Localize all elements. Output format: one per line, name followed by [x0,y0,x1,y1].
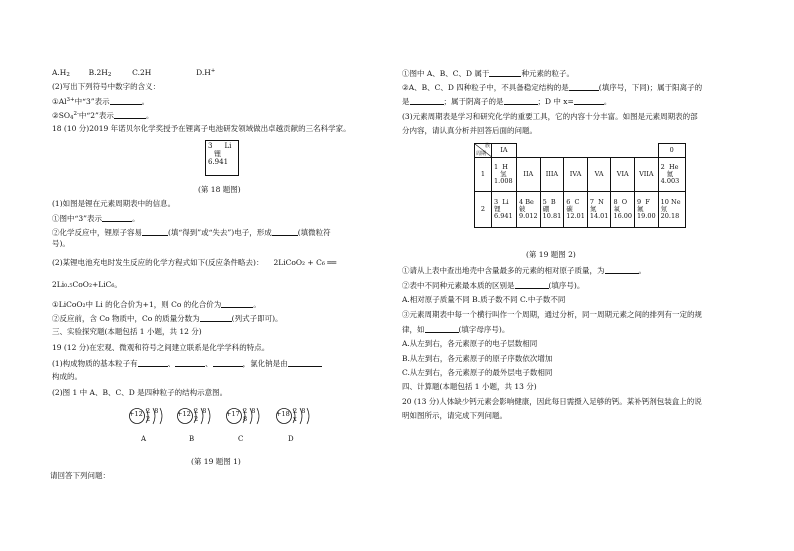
atom-diagram-c: +17 2 8 8 C [224,405,264,429]
q19-1-cont: 构成的。 [52,372,82,381]
answer-blank[interactable] [410,96,444,105]
element-h: 1 H 氢 1.008 [492,158,517,192]
fig19-1-caption: (第 19 题图 1) [191,457,241,466]
t5: 律，如 (填字母序号)。 [402,325,510,334]
options-line: A.H2 B.2H2 C.2H D.H+ [52,68,216,78]
q18-1-2: ②化学反应中，锂原子容易 (填“得到”或“失去”)电子，形成 (填微粒符 [52,228,331,237]
q18-1: (1)如图是锂在元素周期表中的信息。 [52,199,176,208]
q2-2: $②SO4^{2-}$中“2”表示 。 [52,111,154,121]
q18-1-2-cont: 号)。 [52,239,70,248]
q18-2-2: ②反应前，含 Co 物质中，Co 的质量分数为 (列式子即可)。 [52,314,283,323]
answer-blank[interactable] [272,227,298,236]
option-b: B.2H [88,68,108,77]
option-c: C.2H [132,68,152,77]
t6: A.从左到右，各元素原子的电子层数相同 [402,339,538,348]
atom-diagram-d: +18 2 8 x D [274,405,314,429]
answer-blank[interactable] [114,110,146,119]
r1: ①图中 A、B、C、D 属于 种元素的粒子。 [402,69,574,78]
q18-2-1: ①LiCoO₂中 Li 的化合价为+1，则 Co 的化合价为 。 [52,300,261,309]
equation-reactants: 2LiCoO₂ + C₆ ══ [273,258,337,267]
element-c: 6 C 碳 12.01 [564,192,588,228]
answer-blank[interactable] [504,96,538,105]
answer-blank[interactable] [213,358,243,367]
option-a: A.H [52,68,67,77]
answer-blank[interactable] [569,82,599,91]
answer-blank[interactable] [425,324,459,333]
answer-blank[interactable] [288,358,322,367]
t8: C.从左到右，各元素原子的最外层电子数相同 [402,368,553,377]
element-ne: 10 Ne 氖 20.18 [658,192,685,228]
q19-title: 19 (12 分)在宏观、微观和符号之间建立联系是化学学科的特点。 [52,343,270,352]
t3: A.相对原子质量不同 B.质子数不同 C.中子数不同 [402,295,566,304]
group-iiia: IIIA [540,158,564,192]
r4: (3)元素周期表是学习和研究化学的重要工具，它的内容十分丰富。如图是元素周期表的部 [402,112,698,121]
answer-blank[interactable] [138,358,168,367]
group-iva: IVA [564,158,588,192]
element-li: 3 Li 锂 6.941 [492,192,517,228]
table-corner: 族 周期 [475,144,492,158]
answer-blank[interactable] [200,313,232,322]
q18-2: (2)某锂电池充电时发生反应的化学方程式如下(反应条件略去)： 2LiCoO₂ + C₆ ══ [52,258,337,267]
period-1: 1 [475,158,492,192]
please-answer: 请回答下列问题： [50,471,110,480]
section-4-heading: 四、计算题(本题包括 1 小题，共 13 分) [402,382,537,391]
group-via: VIA [611,158,635,192]
t1: ①请从上表中查出地壳中含量最多的元素的相对原子质量，为 。 [402,266,646,275]
q20-line-2: 明如图所示，请完成下列问题。 [402,411,507,420]
element-n: 7 N 氮 14.01 [587,192,611,228]
group-va: VA [587,158,611,192]
answer-blank[interactable] [515,280,549,289]
group-iia: IIA [517,158,541,192]
r2: ②A、B、C、D 四种粒子中，不具备稳定结构的是 (填序号，下同)；属于阳离子的 [402,83,703,92]
period-2: 2 [475,192,492,228]
section-3-heading: 三、实验探究题(本题包括 1 小题，共 12 分) [52,327,202,336]
answer-blank[interactable] [605,265,639,274]
q20-line-1: 20 (13 分)人体缺少钙元素会影响健康，因此每日需摄入足够的钙。某补钙剂包装盒上的说 [402,397,702,406]
element-f: 9 F 氟 19.00 [635,192,659,228]
q2-intro: (2)写出下列符号中数字的含义： [52,82,161,91]
element-he: 2 He 氦 4.003 [658,158,685,192]
group-0: 0 [658,144,685,158]
group-viia: VIIA [635,158,659,192]
q19-2: (2)图 1 中 A、B、C、D 是四种粒子的结构示意图。 [52,388,228,397]
element-o: 8 O 氧 16.00 [611,192,635,228]
equation-products: 2Li₀.₅CoO₂+LiC₆。 [52,280,122,289]
atom-diagram-a: +12 2 8 2 A [127,405,167,429]
answer-blank[interactable] [489,68,521,77]
fig19-2-caption: (第 19 题图 2) [526,250,576,259]
answer-blank[interactable] [221,299,253,308]
q2-1: $①Al^{3+}$中“3”表示 。 [52,97,150,106]
q18-1-1: ①图中“3”表示 。 [52,214,140,223]
q19-1: (1)构成物质的基本粒子有 、 、 ，氯化钠是由 [52,358,322,368]
answer-blank[interactable] [142,227,168,236]
periodic-table [474,143,686,228]
r3: 是 ；属于阴离子的是 ；D 中 x= 。 [402,97,612,106]
option-d: D.H [196,68,211,77]
q18-title: 18 (10 分)2019 年诺贝尔化学奖授予在锂离子电池研发领域做出卓越贡献的三名科学家。 [52,124,351,133]
t7: B.从左到右，各元素原子的原子序数依次增加 [402,354,553,363]
answer-blank[interactable] [102,213,132,222]
element-b: 5 B 硼 10.81 [540,192,564,228]
fig18-caption: (第 18 题图) [198,185,241,194]
r5: 分内容，请认真分析并回答后面的问题。 [402,126,537,135]
element-be: 4 Be 铍 9.012 [517,192,541,228]
atom-diagram-b: +12 2 8 2 B [175,405,215,429]
answer-blank[interactable] [175,358,205,367]
lithium-element-card: 3 Li 锂 6.941 [205,140,239,176]
answer-blank[interactable] [110,96,142,105]
t4: ③元素周期表中每一个横行叫作一个周期，通过分析，同一周期元素之间的排列有一定的规 [402,310,702,319]
t2: ②表中不同种元素最本质的区别是 (填序号)。 [402,281,585,290]
group-ia: IA [492,144,517,158]
answer-blank[interactable] [574,96,604,105]
